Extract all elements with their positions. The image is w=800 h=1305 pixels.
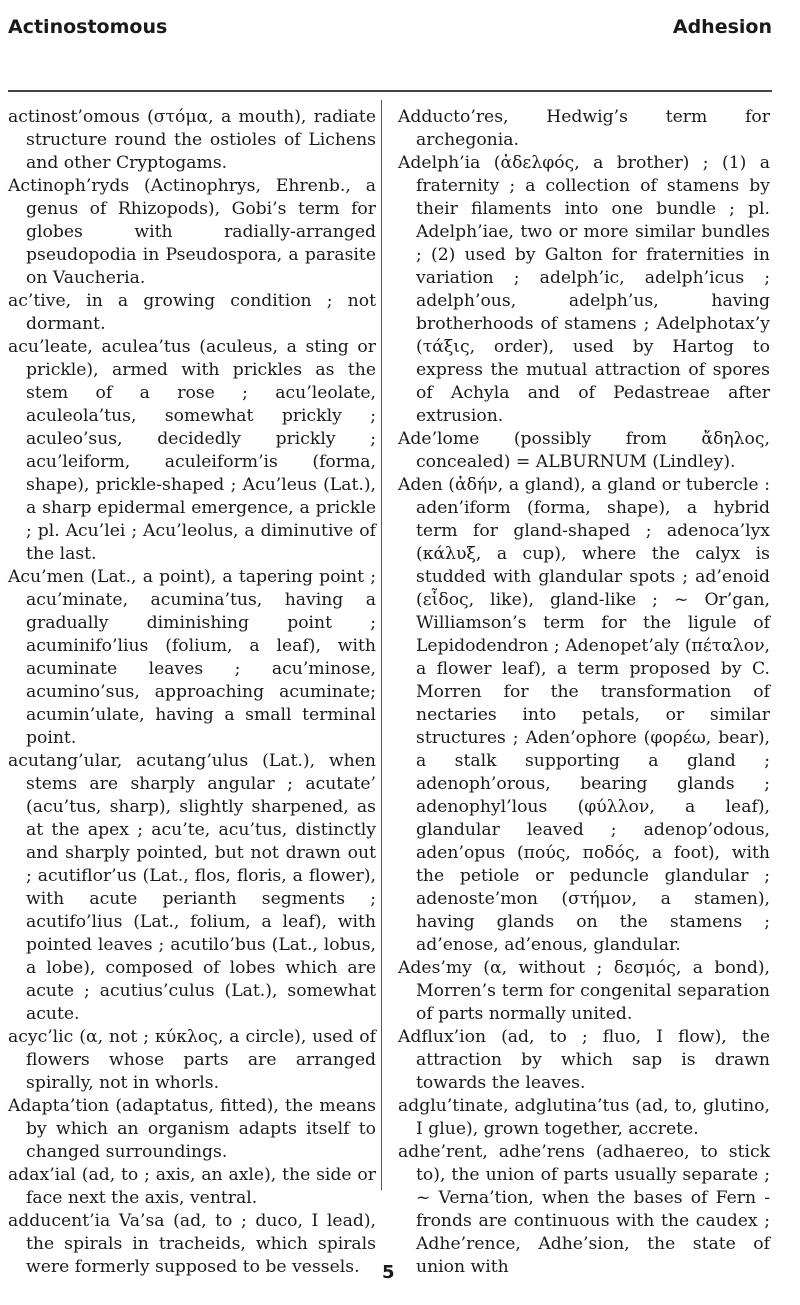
- entry: Ade’lome (possibly from ἄδηλος, concealed) = ALBURNUM (Lindley).: [398, 429, 770, 472]
- entry: Aden (ἀδήν, a gland), a gland or tubercle : aden’iform (forma, shape), a hybrid term for gland-shaped ; adenoca’lyx (κάλυξ, a cup), where the calyx is studded with glandular spots ; ad’enoid (εἶδος, like), gland-like ; ~ Or’gan, Williamson’s term for the ligule of Lepidodendron ; Adenopet’aly (πέταλον, a flower leaf), a term proposed by C. Morren for the transformation of nectaries into petals, or similar structures ; Aden’ophore (φορέω, bear), a stalk supporting a gland ; adenoph’orous, bearing glands ; adenophyl’lous (φύλλον, a leaf), glandular leaved ; adenop’odous, aden’opus (πούς, ποδός, a foot), with the petiole or peduncle glandular ; adenoste’mon (στήμον, a stamen), having glands on the stamens ; ad’enose, ad’enous, glandular.: [398, 475, 770, 955]
- entry: adducent’ia Va’sa (ad, to ; duco, I lead), the spirals in tracheids, which spirals were formerly supposed to be vessels.: [8, 1211, 376, 1277]
- entry: ac’tive, in a growing condition ; not dormant.: [8, 291, 376, 334]
- page-number: 5: [382, 1262, 395, 1283]
- running-head-right: Adhesion: [672, 16, 772, 38]
- header-rule: [8, 90, 772, 92]
- entry: acutang’ular, acutang’ulus (Lat.), when stems are sharply angular ; acutate’ (acu’tus, sharp), slightly sharpened, as at the apex ; acu’te, acu’tus, distinctly and sharply pointed, but not drawn out ; acutiflor’us (Lat., flos, floris, a flower), with acute perianth segments ; acutifo’lius (Lat., folium, a leaf), with pointed leaves ; acutilo’bus (Lat., lobus, a lobe), composed of lobes which are acute ; acutius’culus (Lat.), somewhat acute.: [8, 751, 376, 1024]
- entry: Adapta’tion (adaptatus, fitted), the means by which an organism adapts itself to changed surroundings.: [8, 1096, 376, 1162]
- entry: Acu’men (Lat., a point), a tapering point ; acu’minate, acumina’tus, having a gradually diminishing point ; acuminifo’lius (folium, a leaf), with acuminate leaves ; acu’minose, acumino’sus, approaching acuminate; acumin’ulate, having a small terminal point.: [8, 567, 376, 748]
- entry: Adducto’res, Hedwig’s term for archegonia.: [398, 107, 770, 150]
- column-divider: [381, 100, 382, 1190]
- entry: Ades’my (α, without ; δεσμός, a bond), Morren’s term for congenital separation of parts normally united.: [398, 958, 770, 1024]
- entry: Actinoph’ryds (Actinophrys, Ehrenb., a genus of Rhizopods), Gobi’s term for globes with radially-arranged pseudopodia in Pseudospora, a parasite on Vaucheria.: [8, 176, 376, 288]
- entry: Adflux’ion (ad, to ; fluo, I flow), the attraction by which sap is drawn towards the leaves.: [398, 1027, 770, 1093]
- entry: acyc’lic (α, not ; κύκλος, a circle), used of flowers whose parts are arranged spirally, not in whorls.: [8, 1027, 376, 1093]
- entry: actinost’omous (στόμα, a mouth), radiate structure round the ostioles of Lichens and other Cryptogams.: [8, 107, 376, 173]
- entry: acu’leate, aculea’tus (aculeus, a sting or prickle), armed with prickles as the stem of a rose ; acu’leolate, aculeola’tus, somewhat prickly ; aculeo’sus, decidedly prickly ; acu’leiform, aculeiform’is (forma, shape), prickle-shaped ; Acu’leus (Lat.), a sharp epidermal emergence, a prickle ; pl. Acu’lei ; Acu’leolus, a diminutive of the last.: [8, 337, 376, 564]
- entry: adhe’rent, adhe’rens (adhaereo, to stick to), the union of parts usually separate ; ~ Verna’tion, when the bases of Fern - fronds are continuous with the caudex ; Adhe’rence, Adhe’sion, the state of union with: [398, 1142, 770, 1277]
- running-head-left: Actinostomous: [8, 16, 168, 38]
- entry: Adelph’ia (ἀδελφός, a brother) ; (1) a fraternity ; a collection of stamens by their filaments into one bundle ; pl. Adelph’iae, two or more similar bundles ; (2) used by Galton for fraternities in variation ; adelph’ic, adelph’icus ; adelph’ous, adelph’us, having brotherhoods of stamens ; Adelphotax’y (τάξις, order), used by Hartog to express the mutual attraction of spores of Achyla and of Pedastreae after extrusion.: [398, 153, 770, 426]
- entry: adglu’tinate, adglutina’tus (ad, to, glutino, I glue), grown together, accrete.: [398, 1096, 770, 1139]
- entry: adax’ial (ad, to ; axis, an axle), the side or face next the axis, ventral.: [8, 1165, 376, 1208]
- right-column: [398, 106, 770, 1279]
- page-header: [0, 0, 800, 96]
- left-column: [8, 106, 376, 1279]
